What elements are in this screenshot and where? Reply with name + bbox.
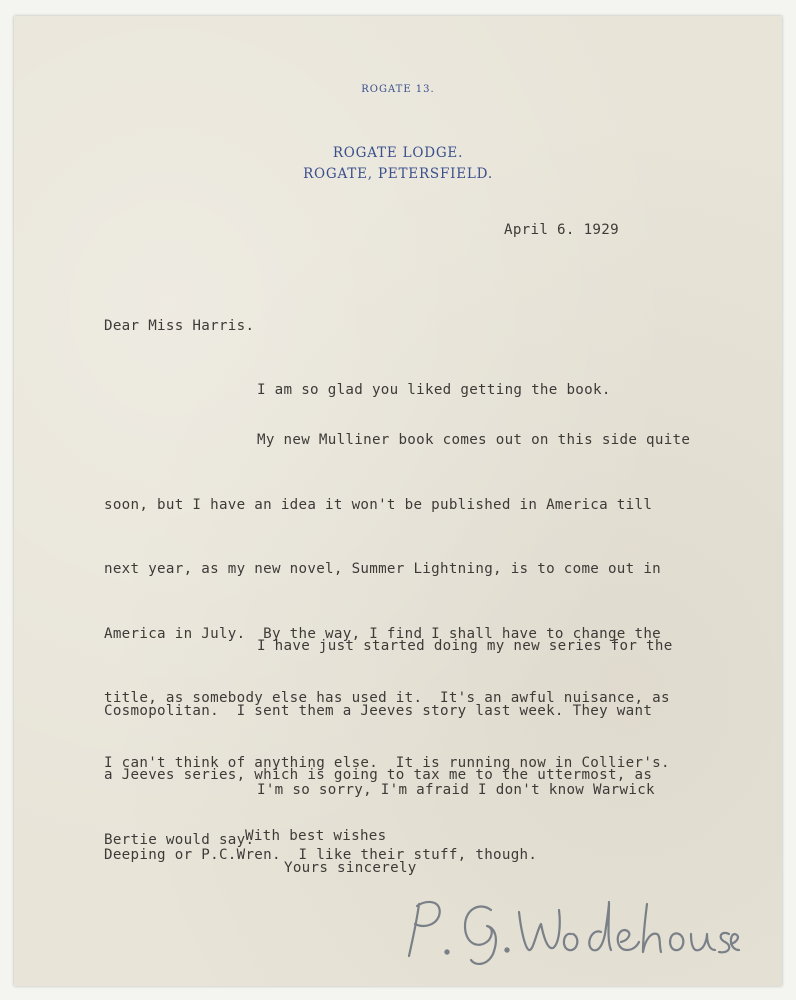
letterhead-phone: ROGATE 13.: [361, 84, 435, 95]
text-line: America in July. By the way, I find I shall have to change the: [104, 625, 662, 642]
handwritten-signature: [395, 890, 745, 970]
letter-date: April 6. 1929: [504, 222, 619, 238]
closing-wishes: With best wishes: [245, 828, 387, 844]
text-line: next year, as my new novel, Summer Lightning, is to come out in: [104, 561, 662, 577]
text-line: title, as somebody else has used it. It's an awful nuisance, as: [104, 690, 670, 706]
text-line: I am so glad you liked getting the book.: [257, 382, 611, 398]
text-line: soon, but I have an idea it won't be published in America till: [104, 496, 653, 513]
letterhead-address-line2: ROGATE, PETERSFIELD.: [303, 166, 493, 182]
closing-sincerely: Yours sincerely: [284, 860, 417, 876]
text-line: a Jeeves series, which is going to tax me to the uttermost, as: [104, 767, 653, 783]
text-line: I'm so sorry, I'm afraid I don't know Warwick: [257, 782, 655, 798]
salutation: Dear Miss Harris.: [104, 318, 255, 334]
text-line: Cosmopolitan. I sent them a Jeeves story last week. They want: [104, 702, 653, 719]
text-line: I can't think of anything else. It is running now in Collier's.: [104, 754, 670, 771]
text-line: My new Mulliner book comes out on this side quite: [257, 432, 691, 448]
text-line: I have just started doing my new series for the: [257, 638, 673, 654]
letterhead-address-line1: ROGATE LODGE.: [332, 145, 464, 161]
text-line: Bertie would say.: [104, 831, 255, 848]
text-line: Deeping or P.C.Wren. I like their stuff, though.: [104, 846, 538, 863]
